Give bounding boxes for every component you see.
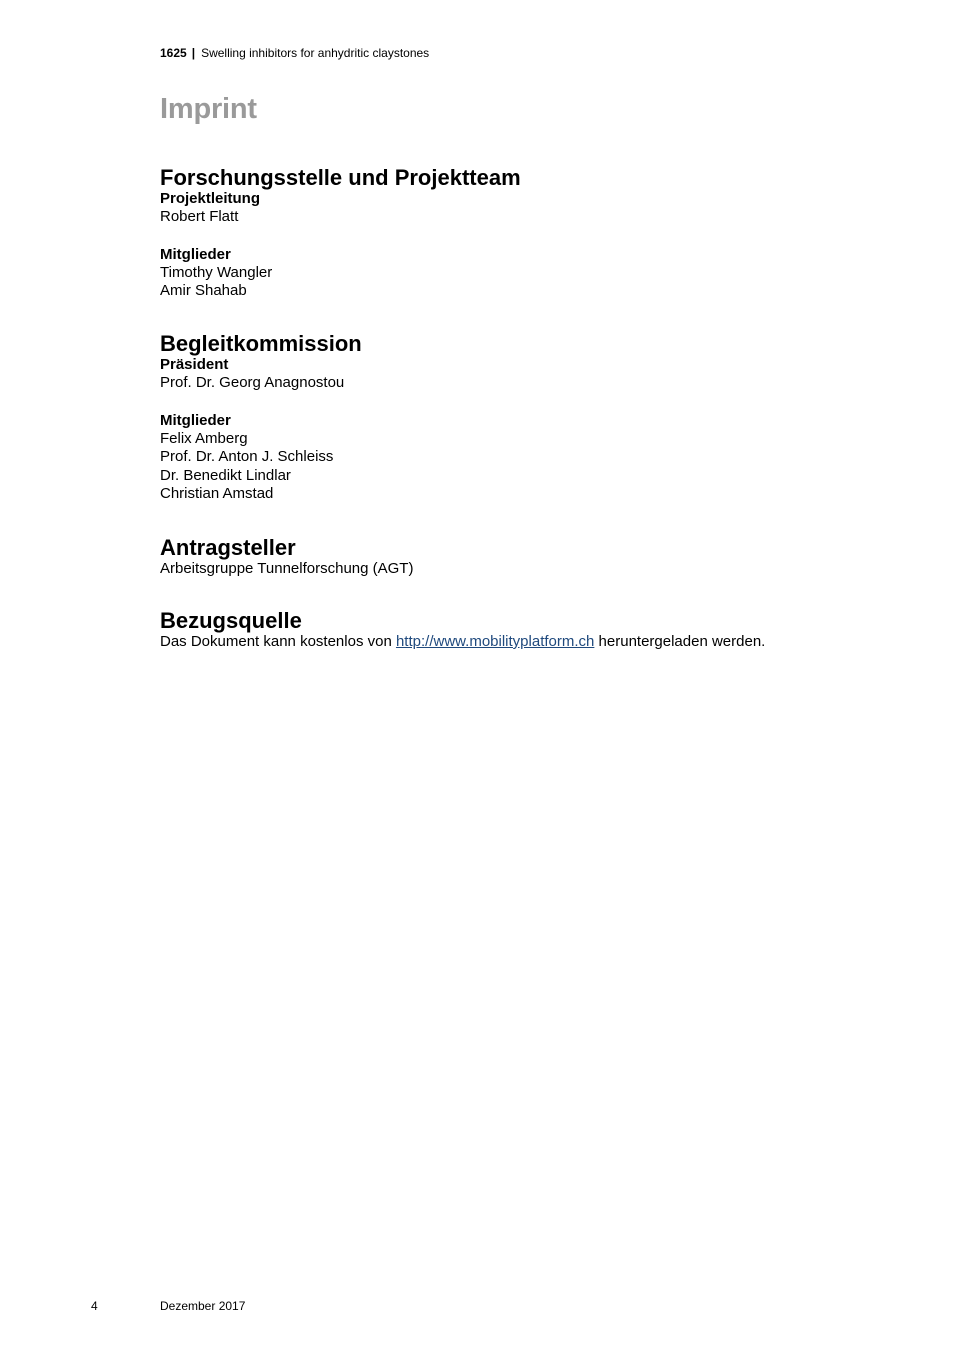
person-name: Felix Amberg xyxy=(160,429,248,447)
section-bezugsquelle xyxy=(160,609,765,652)
source-text xyxy=(160,633,765,652)
person-name: Prof. Dr. Georg Anagnostou xyxy=(160,374,345,391)
running-header xyxy=(160,46,429,60)
role-label-praesident: Präsident xyxy=(160,356,229,373)
header-separator: | xyxy=(191,46,196,60)
report-number: 1625 xyxy=(160,46,187,60)
person-name: Dr. Benedikt Lindlar xyxy=(160,466,291,484)
section-forschungsstelle xyxy=(160,166,521,301)
source-text-after: heruntergeladen werden. xyxy=(594,633,766,650)
source-text-before: Das Dokument kann kostenlos von xyxy=(160,633,396,650)
section-heading: Forschungsstelle und Projektteam xyxy=(160,165,521,190)
footer-date: Dezember 2017 xyxy=(160,1299,246,1313)
person-name: Robert Flatt xyxy=(160,208,239,225)
role-label-mitglieder: Mitglieder xyxy=(160,411,231,429)
page-title: Imprint xyxy=(160,93,257,125)
person-name: Christian Amstad xyxy=(160,485,274,503)
mobilityplatform-link[interactable]: http://www.mobilityplatform.ch xyxy=(395,633,595,650)
person-name: Timothy Wangler xyxy=(160,263,273,281)
role-label-mitglieder: Mitglieder xyxy=(160,245,231,263)
person-name: Prof. Dr. Anton J. Schleiss xyxy=(160,448,334,466)
report-title: Swelling inhibitors for anhydritic claystones xyxy=(201,46,430,60)
section-heading: Begleitkommission xyxy=(160,331,362,356)
role-label-projektleitung: Projektleitung xyxy=(160,190,261,207)
section-antragsteller xyxy=(160,536,413,579)
footer-page-number: 4 xyxy=(91,1299,98,1313)
applicant-name: Arbeitsgruppe Tunnelforschung (AGT) xyxy=(160,560,414,577)
section-heading: Antragsteller xyxy=(160,535,296,560)
person-name: Amir Shahab xyxy=(160,282,247,300)
section-heading: Bezugsquelle xyxy=(160,608,302,633)
section-begleitkommission xyxy=(160,332,362,504)
